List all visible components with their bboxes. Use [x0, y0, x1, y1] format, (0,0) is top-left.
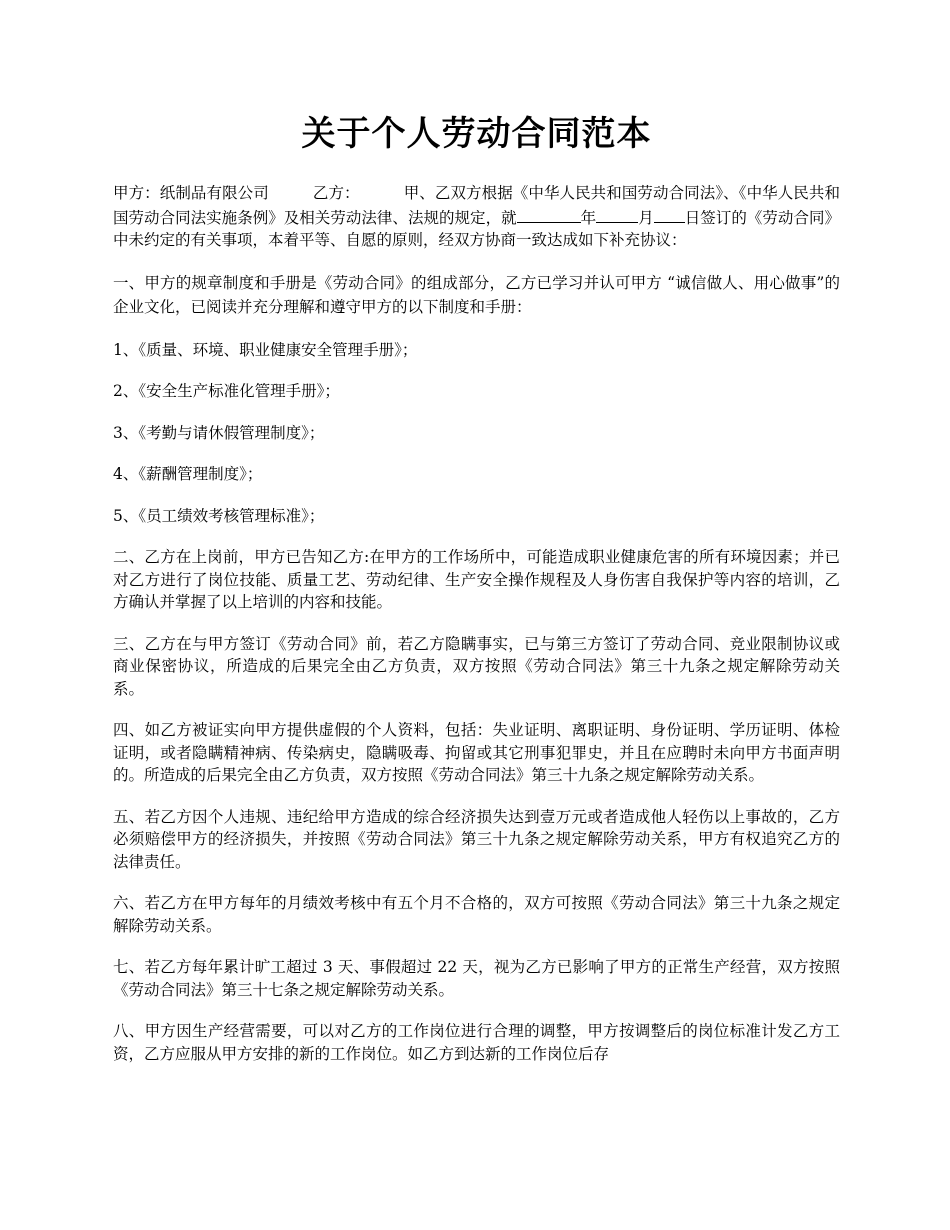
party-a: 甲方：纸制品有限公司 — [113, 184, 269, 202]
intro-text: 甲、乙双方根据《中华人民共和国劳动合同法》、《中华人民共和国劳动合同法实施条例》及相关劳动法律、法规的规定，就 — [113, 184, 840, 227]
blank-month — [596, 205, 638, 223]
blank-day — [654, 205, 685, 223]
month-label: 月 — [638, 208, 654, 227]
blank-year — [517, 205, 581, 223]
document-body — [113, 182, 840, 1084]
clause-2: 二、乙方在上岗前，甲方已告知乙方:在甲方的工作场所中，可能造成职业健康危害的所有环境因素；并已对乙方进行了岗位技能、质量工艺、劳动纪律、生产安全操作规程及人身伤害自我保护等内容的培训，乙方确认并掌握了以上培训的内容和技能。 — [113, 548, 840, 611]
clause-5: 五、若乙方因个人违规、违纪给甲方造成的综合经济损失达到壹万元或者造成他人轻伤以上事故的，乙方必须赔偿甲方的经济损失，并按照《劳动合同法》第三十九条之规定解除劳动关系，甲方有权追究乙方的法律责任。 — [113, 807, 840, 871]
clause-4: 四、如乙方被证实向甲方提供虚假的个人资料，包括：失业证明、离职证明、身份证明、学历证明、体检证明，或者隐瞒精神病、传染病史，隐瞒吸毒、拘留或其它刑事犯罪史，并且在应聘时未向甲方书面声明的。所造成的后果完全由乙方负责，双方按照《劳动合同法》第三十九条之规定解除劳动关系。 — [113, 721, 840, 784]
clause-6: 六、若乙方在甲方每年的月绩效考核中有五个月不合格的，双方可按照《劳动合同法》第三十九条之规定解除劳动关系。 — [113, 894, 840, 935]
clause-8: 八、甲方因生产经营需要，可以对乙方的工作岗位进行合理的调整，甲方按调整后的岗位标准计发乙方工资，乙方应服从甲方安排的新的工作岗位。如乙方到达新的工作岗位后存 — [113, 1022, 840, 1063]
year-label: 年 — [580, 208, 597, 227]
clause-1: 一、甲方的规章制度和手册是《劳动合同》的组成部分，乙方已学习并认可甲方 “诚信做人、用心做事”的企业文化，已阅读并充分理解和遵守甲方的以下制度和手册： — [113, 273, 840, 316]
intro-paragraph — [113, 182, 840, 252]
manual-item: 5、《员工绩效考核管理标准》； — [113, 506, 325, 525]
manual-item: 1、《质量、环境、职业健康安全管理手册》； — [113, 340, 418, 359]
manual-item: 4、《薪酬管理制度》； — [113, 465, 263, 483]
manual-item: 2、《安全生产标准化管理手册》； — [113, 382, 340, 400]
manual-item: 3、《考勤与请休假管理制度》； — [113, 423, 325, 442]
document-page — [113, 0, 840, 1230]
document-title: 关于个人劳动合同范本 — [301, 114, 652, 154]
clause-7: 七、若乙方每年累计旷工超过 3 天、事假超过 22 天，视为乙方已影响了甲方的正常生产经营，双方按照《劳动合同法》第三十七条之规定解除劳动关系。 — [113, 958, 840, 999]
clause-3: 三、乙方在与甲方签订《劳动合同》前，若乙方隐瞒事实，已与第三方签订了劳动合同、竞业限制协议或商业保密协议，所造成的后果完全由乙方负责，双方按照《劳动合同法》第三十九条之规定解除劳动关系。 — [113, 634, 840, 698]
day-label: 日签订的《劳动合同》中未约定的有关事项，本着平等、自愿的原则，经双方协商一致达成如下补充协议： — [113, 208, 840, 249]
party-b: 乙方： — [312, 184, 360, 202]
